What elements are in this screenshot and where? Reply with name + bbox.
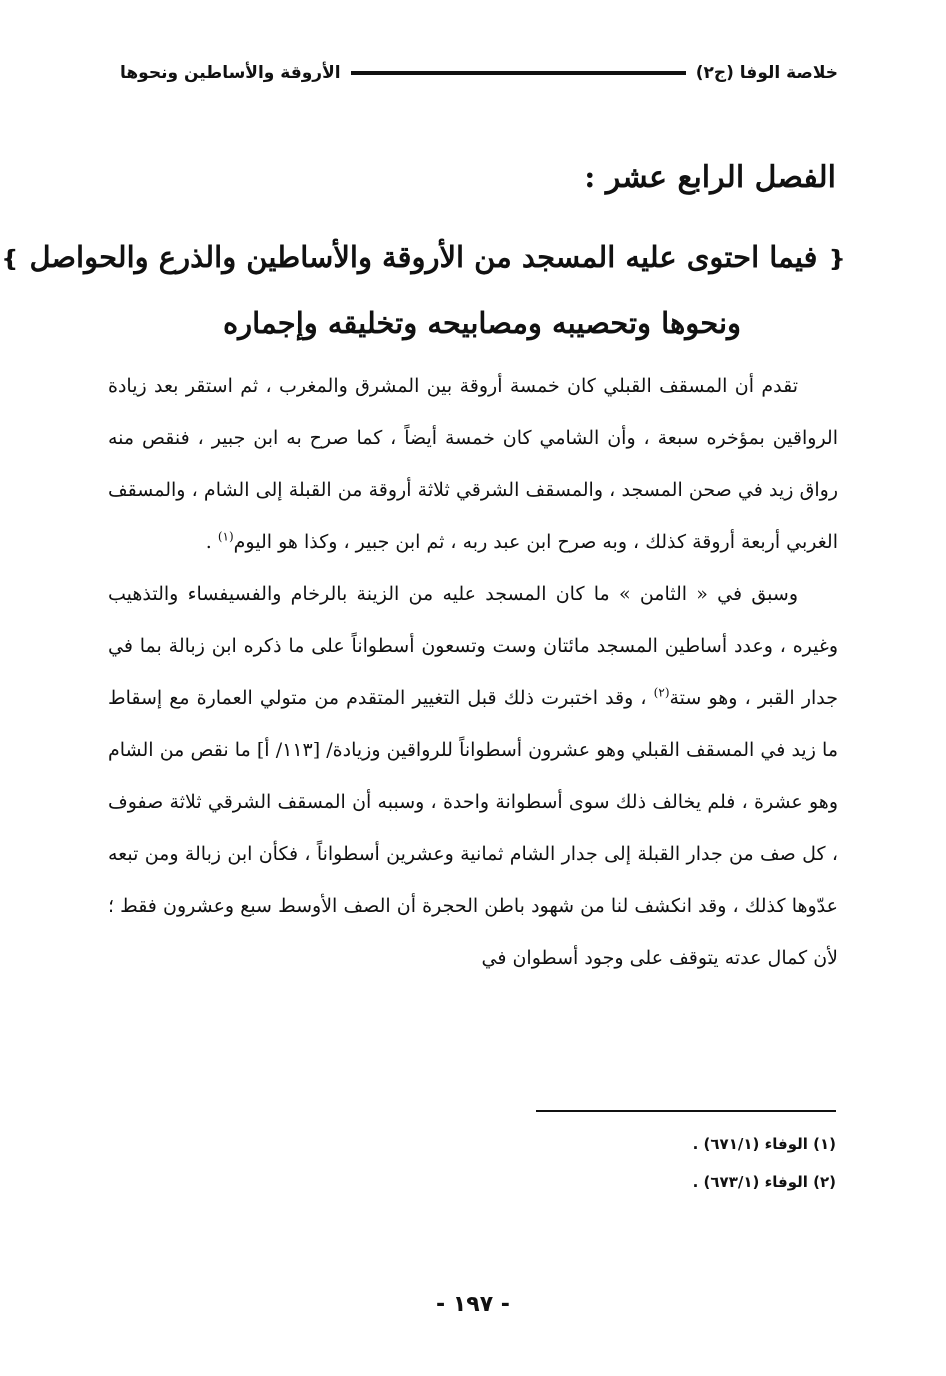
running-header [120, 56, 838, 90]
chapter-title-text-1: فيما احتوى عليه المسجد من الأروقة والأساطين والذرع والحواصل [29, 240, 818, 274]
footnote-1: (١) الوفاء (٦٧١/١) . [692, 1135, 836, 1153]
footnotes [336, 1125, 836, 1201]
body-text [108, 360, 838, 984]
ornament-close-icon: ❵ [0, 246, 20, 272]
footnote-ref-2[interactable]: (٢) [653, 685, 670, 700]
ornament-open-icon: ❴ [827, 246, 846, 272]
running-header-book-title: خلاصة الوفا (ج٢) [695, 63, 838, 83]
paragraph-1-text: تقدم أن المسقف القبلي كان خمسة أروقة بين المشرق والمغرب ، ثم استقر بعد زيادة الرواقين بمؤخره سبعة ، وأن الشامي كان خمسة أيضاً ، كما صرح به ابن جبير ، فنقص منه رواق زيد في صحن المسجد ، والمسقف الشرقي ثلاثة أروقة من القبلة إلى الشام ، والمسقف الغربي أربعة أروقة كذلك ، وبه صرح ابن عبد ربه ، ثم ابن جبير ، وكذا هو اليوم [108, 375, 838, 553]
running-header-topic: الأروقة والأساطين ونحوها [120, 63, 341, 83]
footnote-separator [536, 1110, 836, 1112]
paragraph-2-text: وسبق في « الثامن » ما كان المسجد عليه من الزينة بالرخام والفسيفساء والتذهيب وغيره ، وعدد أساطين المسجد مائتان وست وتسعون أسطواناً على ما ذكره ابن زبالة بما في جدار القبر ، وهو ستة [108, 583, 838, 709]
footnote-ref-1[interactable]: (١) [217, 529, 234, 544]
footnote-2: (٢) الوفاء (٦٧٣/١) . [692, 1173, 836, 1191]
paragraph-1-tail: . [205, 531, 218, 553]
running-header-rule [351, 71, 686, 75]
paragraph-2-tail: ، وقد اختبرت ذلك قبل التغيير المتقدم من متولي العمارة مع إسقاط ما زيد في المسقف القبلي وهو عشرون أسطواناً للرواقين وزيادة/ [١١٣/ أ] ما نقص من الشام وهو عشرة ، فلم يخالف ذلك سوى أسطوانة واحدة ، وسببه أن المسقف الشرقي ثلاثة صفوف ، كل صف من جدار القبلة إلى جدار الشام ثمانية وعشرين أسطواناً ، فكأن ابن زبالة ومن تبعه عدّوها كذلك ، وقد انكشف لنا من شهود باطن الحجرة أن الصف الأوسط سبع وعشرون فقط ؛ لأن كمال عدته يتوقف على وجود أسطوان في [108, 687, 838, 969]
chapter-title-line-1 [0, 225, 846, 291]
chapter-label: الفصل الرابع عشر : [584, 160, 836, 195]
paragraph-1 [108, 360, 838, 568]
paragraph-2 [108, 568, 838, 984]
chapter-title [0, 225, 846, 355]
page-number: - ١٩٧ - [436, 1292, 510, 1317]
chapter-title-line-2: ونحوها وتحصيبه ومصابيحه وتخليقه وإجماره [222, 306, 742, 340]
